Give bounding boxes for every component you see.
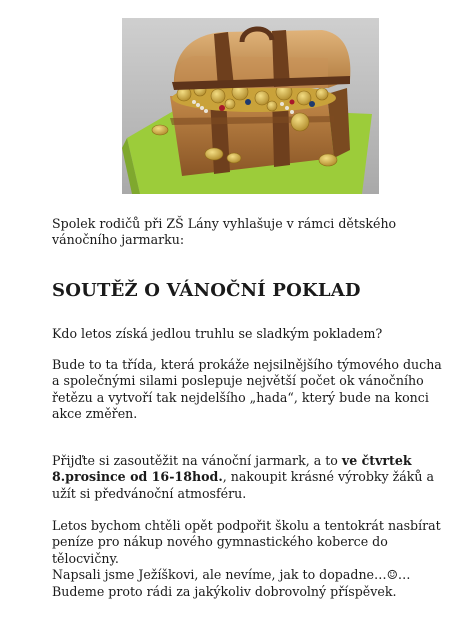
fundraising-note: Napsali jsme Ježíškovi, ale nevíme, jak to dopadne…☺… — [52, 567, 411, 583]
question-paragraph: Kdo letos získá jedlou truhlu se sladkým pokladem? — [52, 326, 383, 341]
invitation-text-end: , nakoupit krásné výrobky žáků a užít si předvánoční atmosféru. — [52, 469, 435, 501]
invitation-text-start: Přijďte si zasoutěžit na vánoční jarmark, a to — [52, 453, 342, 468]
invitation-paragraph — [52, 453, 452, 502]
contest-description-paragraph: Bude to ta třída, která prokáže nejsilnějšího týmového ducha a společnými silami poslepuje největší počet ok vánočního řetězu a vytvoří tak nejdelšího „hada“, který bude na konci akce změřen. — [52, 357, 442, 422]
fundraising-paragraph — [52, 518, 452, 600]
fundraising-appeal: Budeme proto rádi za jakýkoliv dobrovolný příspěvek. — [52, 583, 397, 599]
treasure-chest-cake-photo — [122, 18, 379, 194]
intro-text: Spolek rodičů při ZŠ Lány vyhlašuje v rámci dětského vánočního jarmarku: — [52, 216, 397, 247]
fundraising-goal: Letos bychom chtěli opět podpořit školu a tentokrát nasbírat peníze pro nákup nového gymnastického koberce do tělocvičny. — [52, 518, 441, 566]
page-title: SOUTĚŽ O VÁNOČNÍ POKLAD — [52, 280, 361, 301]
treasure-chest-cake-image — [122, 18, 379, 194]
event-date-time: ve čtvrtek 8.prosince od 16-18hod. — [52, 453, 412, 485]
